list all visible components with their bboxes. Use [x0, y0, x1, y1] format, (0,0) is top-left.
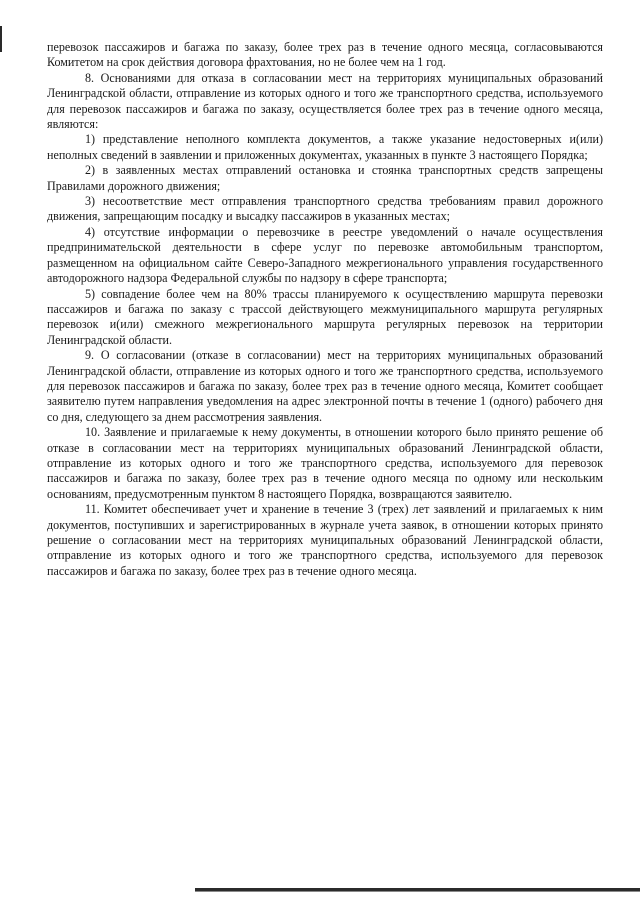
paragraph-subitem-2: 2) в заявленных местах отправлений остановка и стоянка транспортных средств запрещены Правилами дорожного движения;	[47, 163, 603, 193]
paragraph-subitem-1: 1) представление неполного комплекта документов, а также указание недостоверных и(или) неполных сведений в заявлении и приложенных документах, указанных в пункте 3 настоящего Порядка;	[47, 132, 603, 162]
paragraph-subitem-4: 4) отсутствие информации о перевозчике в реестре уведомлений о начале осуществления предпринимательской деятельности в сфере услуг по перевозке автомобильным транспортом, размещенном на официальном сайте Северо-Западного межрегионального управления государственного автодорожного надзора Федеральной службы по надзору в сфере транспорта;	[47, 224, 603, 286]
paragraph-item-8: 8. Основаниями для отказа в согласовании мест на территориях муниципальных образований Ленинградской области, отправление из которых одного и того же транспортного средства, используемого для перевозок пассажиров и багажа по заказу, осуществляется более трех раз в течение одного месяца, являются:	[47, 70, 603, 132]
paragraph-subitem-3: 3) несоответствие мест отправления транспортного средства требованиям правил дорожного движения, запрещающим посадку и высадку пассажиров в указанных местах;	[47, 194, 603, 224]
paragraph-item-9: 9. О согласовании (отказе в согласовании) мест на территориях муниципальных образований Ленинградской области, отправление из которых одного и того же транспортного средства, используемого для перевозок пассажиров и багажа по заказу, более трех раз в течение одного месяца, Комитет сообщает заявителю путем направления уведомления на адрес электронной почты в течение 1 (одного) рабочего дня со дня, следующего за днем рассмотрения заявления.	[47, 348, 603, 424]
paragraph-item-11: 11. Комитет обеспечивает учет и хранение в течение 3 (трех) лет заявлений и прилагаемых к ним документов, поступивших и зарегистрированных в журнале учета заявок, в отношении которых принято решение о согласовании мест на территориях муниципальных образований Ленинградской области, отправление из которых одного и того же транспортного средства, используемого для перевозок пассажиров и багажа по заказу, более трех раз в течение одного месяца.	[47, 502, 603, 578]
paragraph-item-10: 10. Заявление и прилагаемые к нему документы, в отношении которого было принято решение об отказе в согласовании мест на территориях муниципальных образований Ленинградской области, отправление из которых одного и того же транспортного средства, используемого для перевозок пассажиров и багажа по заказу, более трех раз в течение одного месяца по одному или нескольким основаниям, предусмотренным пунктом 8 настоящего Порядка, возвращаются заявителю.	[47, 425, 603, 501]
paragraph-continuation: перевозок пассажиров и багажа по заказу, более трех раз в течение одного месяца, согласовываются Комитетом на срок действия договора фрахтования, но не более чем на 1 год.	[47, 40, 603, 70]
paragraph-subitem-5: 5) совпадение более чем на 80% трассы планируемого к осуществлению маршрута перевозки пассажиров и багажа по заказу с трассой действующего межмуниципального маршрута регулярных перевозок и(или) смежного межрегионального маршрута регулярных перевозок на территории Ленинградской области.	[47, 286, 603, 347]
scan-edge-mark	[0, 26, 2, 52]
scan-bottom-line-shadow	[195, 891, 640, 892]
document-body	[47, 40, 603, 579]
